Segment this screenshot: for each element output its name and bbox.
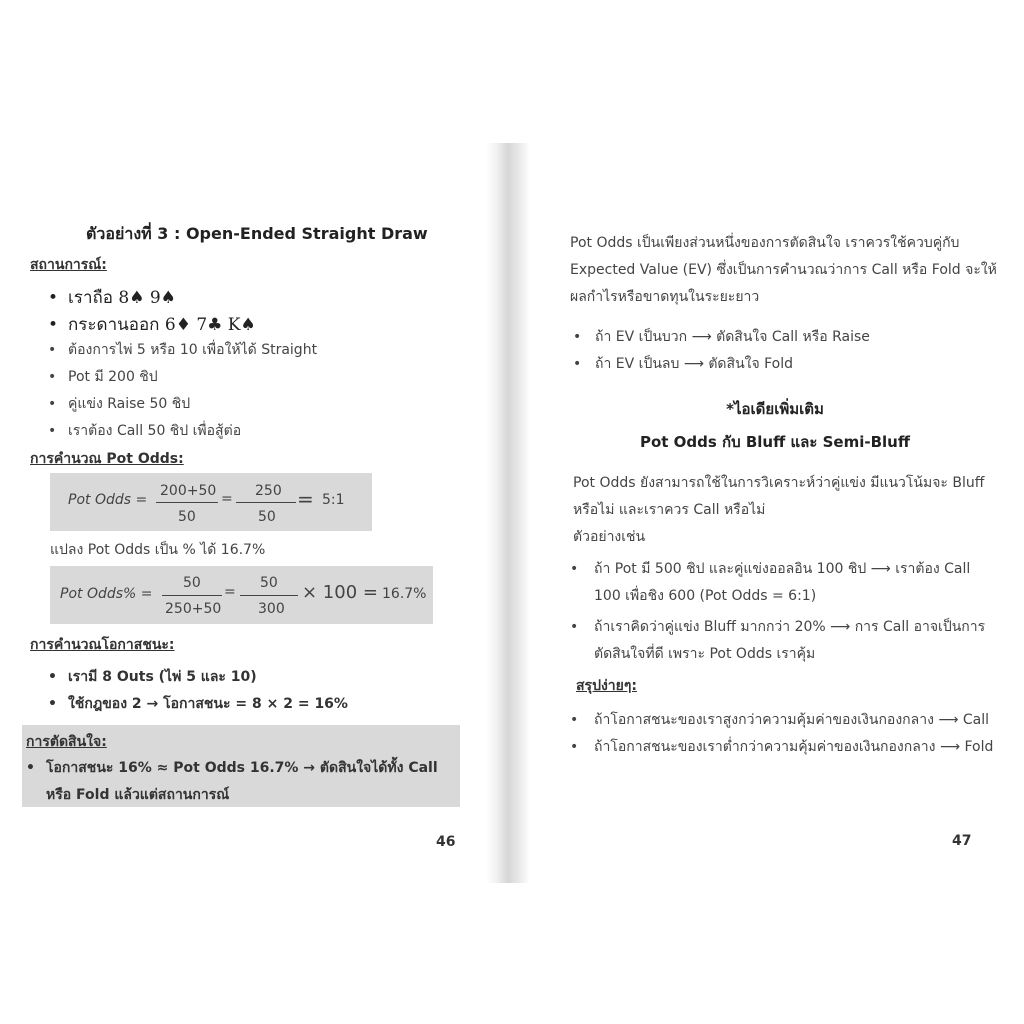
fraction-bar <box>236 502 296 503</box>
formula-box-pot-odds-percent <box>50 566 433 624</box>
equals-sign: = <box>221 491 233 507</box>
intro-line: Expected Value (EV) ซึ่งเป็นการคำนวณว่าการ Call หรือ Fold จะให้ <box>570 262 997 278</box>
extra-ideas-title: *ไอเดียเพิ่มเติม <box>726 400 824 418</box>
formula-numerator: 200+50 <box>160 483 217 499</box>
situation-heading: สถานการณ์: <box>30 257 107 273</box>
list-item-continuation: 100 เพื่อชิง 600 (Pot Odds = 6:1) <box>594 588 817 604</box>
formula-denominator: 250+50 <box>165 601 222 617</box>
list-item: • ถ้า Pot มี 500 ชิป และคู่แข่งออลอิน 100 ชิป ⟶ เราต้อง Call <box>570 561 971 577</box>
percent-conversion: แปลง Pot Odds เป็น % ได้ 16.7% <box>50 542 266 558</box>
list-item: • กระดานออก 6♦ 7♣ K♠ <box>48 315 256 335</box>
equals-sign: = <box>297 487 314 511</box>
formula-numerator: 250 <box>255 483 282 499</box>
extra-ideas-subtitle: Pot Odds กับ Bluff และ Semi-Bluff <box>639 433 911 451</box>
formula-box-pot-odds <box>50 473 372 531</box>
page-title: ตัวอย่างที่ 3 : Open-Ended Straight Draw <box>86 224 428 243</box>
list-item: • ถ้า EV เป็นบวก ⟶ ตัดสินใจ Call หรือ Raise <box>573 329 870 345</box>
win-chance-heading: การคำนวณโอกาสชนะ: <box>30 637 175 653</box>
intro-line: ผลกำไรหรือขาดทุนในระยะยาว <box>570 289 760 305</box>
bluff-line: ตัวอย่างเช่น <box>573 529 646 545</box>
decision-line: • โอกาสชนะ 16% ≈ Pot Odds 16.7% → ตัดสินใจได้ทั้ง Call <box>26 760 438 776</box>
decision-heading: การตัดสินใจ: <box>26 734 107 750</box>
formula-result: 5:1 <box>322 492 345 508</box>
list-item: • เราถือ 8♠ 9♠ <box>48 288 176 308</box>
list-item: • เราต้อง Call 50 ชิป เพื่อสู้ต่อ <box>48 423 242 439</box>
formula-denominator: 50 <box>178 509 196 525</box>
list-item: • ถ้าโอกาสชนะของเราสูงกว่าความคุ้มค่าของเงินกองกลาง ⟶ Call <box>570 712 990 728</box>
bluff-line: Pot Odds ยังสามารถใช้ในการวิเคราะห์ว่าคู่แข่ง มีแนวโน้มจะ Bluff <box>573 475 985 491</box>
multiply-expression: × 100 = <box>302 582 378 603</box>
formula-denominator: 300 <box>258 601 285 617</box>
list-item: • คู่แข่ง Raise 50 ชิป <box>48 396 191 412</box>
equals-sign: = <box>224 584 236 600</box>
list-item: • ต้องการไพ่ 5 หรือ 10 เพื่อให้ได้ Straight <box>48 342 318 358</box>
list-item: • ถ้าเราคิดว่าคู่แข่ง Bluff มากกว่า 20% ⟶ การ Call อาจเป็นการ <box>570 619 986 635</box>
list-item: • ถ้าโอกาสชนะของเราต่ำกว่าความคุ้มค่าของเงินกองกลาง ⟶ Fold <box>570 739 994 755</box>
list-item: • ถ้า EV เป็นลบ ⟶ ตัดสินใจ Fold <box>573 356 794 372</box>
page-number: 46 <box>436 834 456 850</box>
formula-numerator: 50 <box>260 575 278 591</box>
formula-label: Pot Odds% = <box>60 586 153 602</box>
list-item: • Pot มี 200 ชิป <box>48 369 158 385</box>
list-item: • ใช้กฎของ 2 → โอกาสชนะ = 8 × 2 = 16% <box>48 696 348 712</box>
fraction-bar <box>156 502 218 503</box>
page-number: 47 <box>952 833 972 849</box>
decision-line: หรือ Fold แล้วแต่สถานการณ์ <box>46 787 230 803</box>
fraction-bar <box>240 595 298 596</box>
book-gutter <box>486 143 530 883</box>
summary-heading: สรุปง่ายๆ: <box>576 678 637 694</box>
formula-numerator: 50 <box>183 575 201 591</box>
fraction-bar <box>162 595 222 596</box>
formula-result: 16.7% <box>382 586 427 602</box>
list-item: • เรามี 8 Outs (ไพ่ 5 และ 10) <box>48 669 257 685</box>
decision-box <box>22 725 460 807</box>
list-item-continuation: ตัดสินใจที่ดี เพราะ Pot Odds เราคุ้ม <box>594 646 816 662</box>
formula-denominator: 50 <box>258 509 276 525</box>
intro-line: Pot Odds เป็นเพียงส่วนหนึ่งของการตัดสินใจ เราควรใช้ควบคู่กับ <box>570 235 960 251</box>
bluff-line: หรือไม่ และเราควร Call หรือไม่ <box>573 502 766 518</box>
formula-label: Pot Odds = <box>68 492 148 508</box>
pot-odds-calc-heading: การคำนวณ Pot Odds: <box>30 451 184 467</box>
